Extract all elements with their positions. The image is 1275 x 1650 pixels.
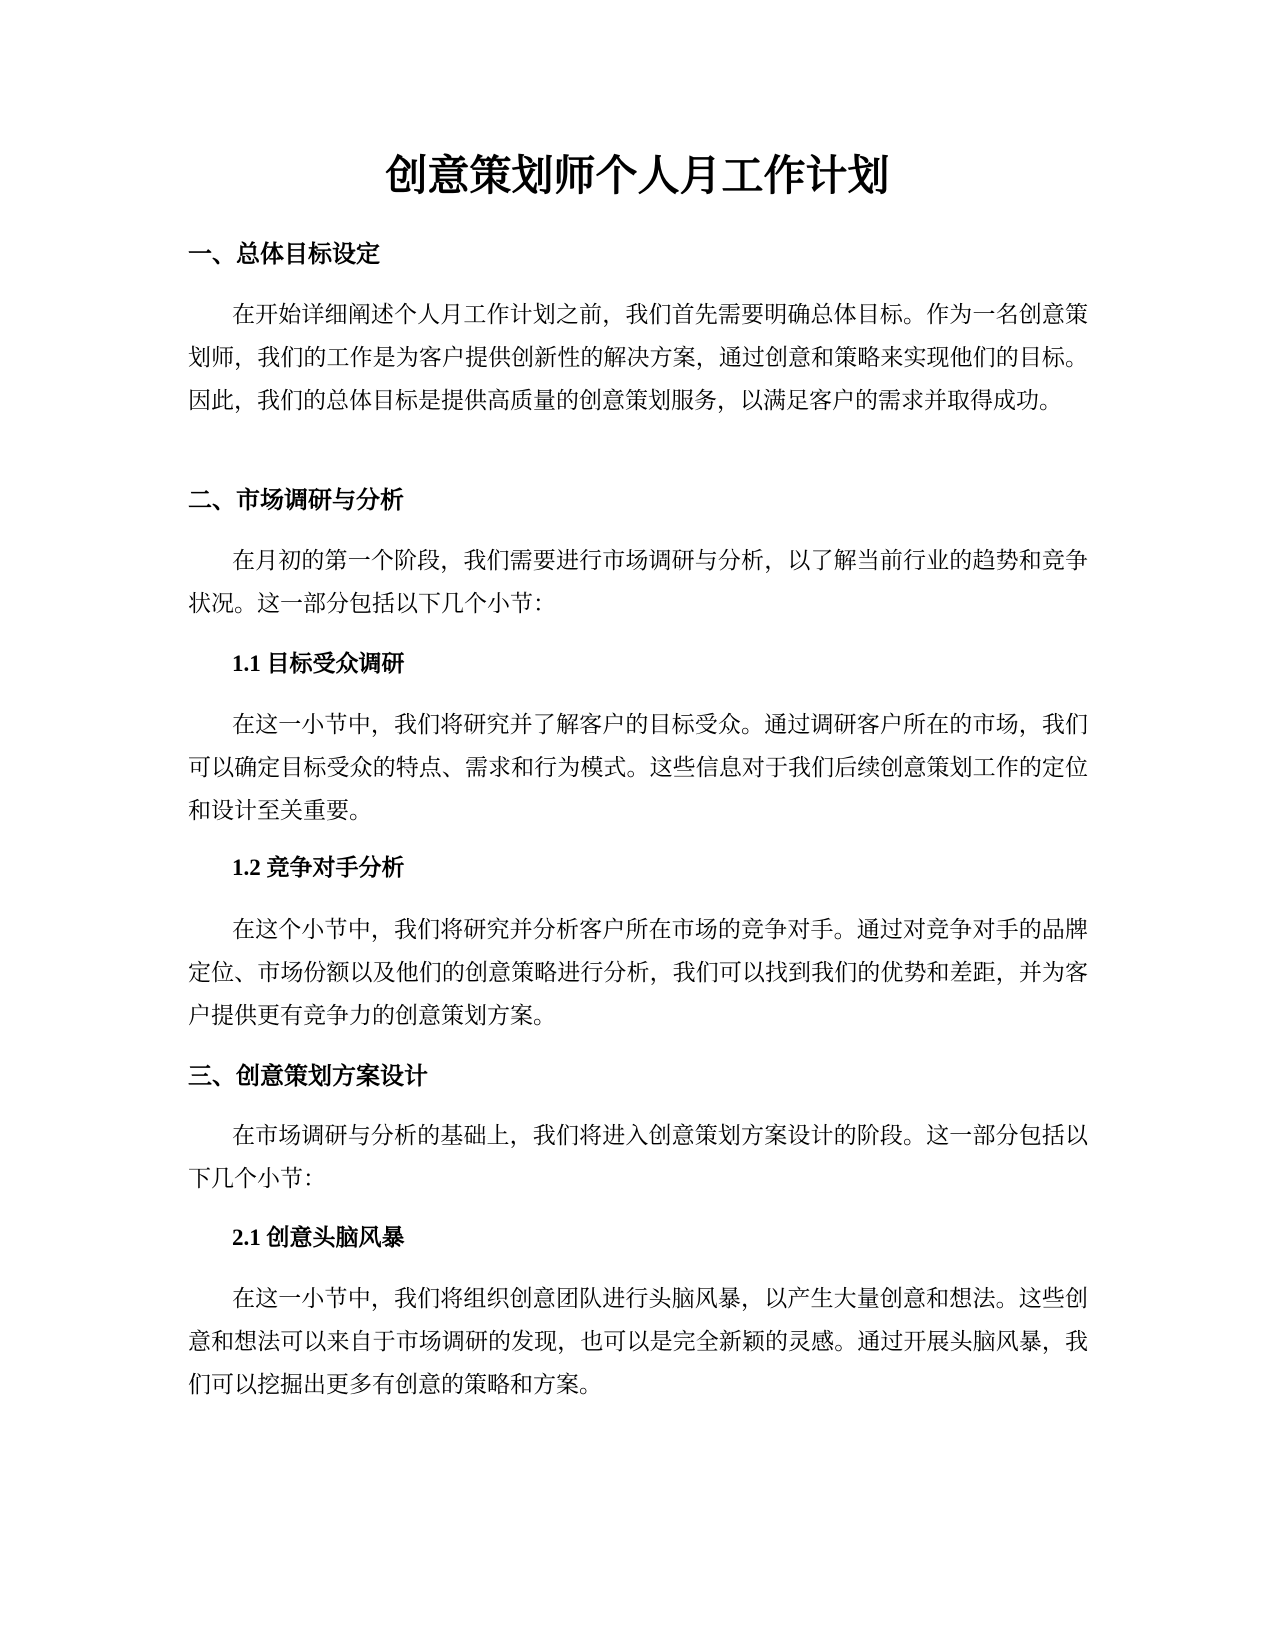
- section-heading-market-research: 二、市场调研与分析: [188, 486, 404, 514]
- subsection-title: 1.2 竞争对手分析: [232, 855, 405, 880]
- section-heading-creative-design: 三、创意策划方案设计: [188, 1062, 428, 1090]
- subsection-paragraph: 在这个小节中，我们将研究并分析客户所在市场的竞争对手。通过对竞争对手的品牌定位、市场份额以及他们的创意策略进行分析，我们可以找到我们的优势和差距，并为客户提供更有竞争力的创意策划方案。: [188, 917, 1088, 1029]
- subsection-title: 2.1 创意头脑风暴: [232, 1225, 405, 1250]
- section-paragraph: 在开始详细阐述个人月工作计划之前，我们首先需要明确总体目标。作为一名创意策划师，我们的工作是为客户提供创新性的解决方案，通过创意和策略来实现他们的目标。因此，我们的总体目标是提供高质量的创意策划服务，以满足客户的需求并取得成功。: [188, 302, 1088, 414]
- section-heading-overall-goal: 一、总体目标设定: [188, 240, 380, 268]
- section-intro: 在市场调研与分析的基础上，我们将进入创意策划方案设计的阶段。这一部分包括以下几个小节：: [188, 1123, 1088, 1192]
- section-intro: 在月初的第一个阶段，我们需要进行市场调研与分析，以了解当前行业的趋势和竞争状况。这一部分包括以下几个小节：: [188, 548, 1088, 617]
- document-title: 创意策划师个人月工作计划: [385, 151, 890, 200]
- subsection-paragraph: 在这一小节中，我们将组织创意团队进行头脑风暴，以产生大量创意和想法。这些创意和想法可以来自于市场调研的发现，也可以是完全新颖的灵感。通过开展头脑风暴，我们可以挖掘出更多有创意的策略和方案。: [188, 1286, 1088, 1398]
- subsection-paragraph: 在这一小节中，我们将研究并了解客户的目标受众。通过调研客户所在的市场，我们可以确定目标受众的特点、需求和行为模式。这些信息对于我们后续创意策划工作的定位和设计至关重要。: [188, 712, 1088, 824]
- subsection-title: 1.1 目标受众调研: [232, 651, 405, 676]
